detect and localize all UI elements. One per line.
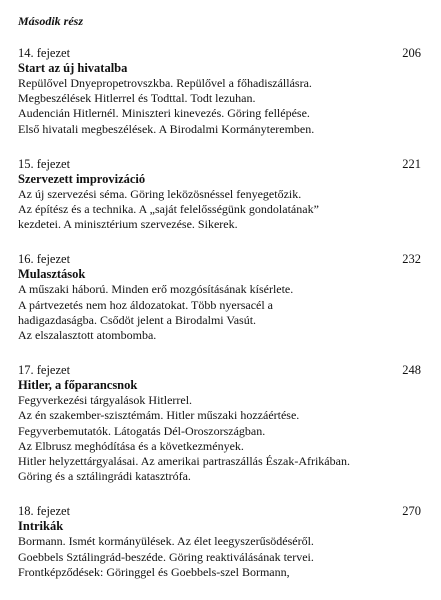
chapter-number: 15. fejezet: [18, 156, 71, 171]
chapter-header: [18, 252, 423, 267]
summary-line: Fegyverbemutatók. Látogatás Dél-Oroszországban.: [18, 423, 266, 438]
summary-line: Repülővel Dnyepropetrovszkba. Repülővel a főhadiszállásra.: [18, 76, 312, 90]
table-of-contents: [18, 14, 423, 600]
summary-line: Az elszalasztott atombomba.: [18, 328, 157, 343]
summary-line: Goebbels Sztálingrád-beszéde. Göring reaktiválásának tervei.: [18, 549, 314, 564]
summary-line: Göring és a sztálingrádi katasztrófa.: [18, 469, 191, 484]
chapter-title: Hitler, a főparancsnok: [18, 378, 138, 393]
summary-line: Megbeszélések Hitlerrel és Todttal. Todt lezuhan.: [18, 91, 256, 106]
chapter-header: [18, 46, 423, 61]
summary-line: hadigazdaságba. Csődöt jelent a Birodalmi Vasút.: [18, 312, 257, 327]
summary-line: Az új szervezési séma. Göring leközösnéssel fenyegetőzik.: [18, 186, 302, 201]
chapter-14: [18, 46, 423, 137]
chapter-number: 17. fejezet: [18, 363, 71, 378]
chapter-page-number: 270: [402, 504, 421, 519]
summary-line: Bormann. Ismét kormányülések. Az élet leegyszerűsödéséről.: [18, 534, 314, 549]
summary-line: Hitler helyzettárgyalásai. Az amerikai partraszállás Észak-Afrikában.: [18, 454, 350, 469]
chapter-header: [18, 157, 423, 172]
chapter-page-number: 221: [402, 156, 421, 171]
part-title: Második rész: [18, 14, 84, 28]
summary-line: Az építész és a technika. A „saját felelősségünk gondolatának”: [18, 202, 319, 217]
summary-line: A pártvezetés nem hoz áldozatokat. Több nyersacél a: [18, 297, 274, 312]
chapter-title: Szervezett improvizáció: [18, 171, 146, 186]
summary-line: Az Elbrusz meghódítása és a következmények.: [18, 438, 244, 453]
chapter-number: 18. fejezet: [18, 504, 71, 519]
chapter-page-number: 206: [402, 46, 421, 60]
chapter-15: [18, 157, 423, 233]
chapter-title: Mulasztások: [18, 267, 86, 282]
summary-line: Audencián Hitlernél. Miniszteri kinevezés. Göring fellépése.: [18, 106, 310, 121]
summary-line: Első hivatali megbeszélések. A Birodalmi Kormányteremben.: [18, 121, 315, 136]
chapter-header: [18, 363, 423, 378]
summary-line: kezdetei. A minisztérium szervezése. Sikerek.: [18, 217, 238, 232]
chapter-header: [18, 504, 423, 519]
chapter-17: [18, 363, 423, 484]
chapter-title: Start az új hivatalba: [18, 61, 128, 75]
chapter-number: 14. fejezet: [18, 46, 71, 60]
summary-line: Frontképződések: Göringgel és Goebbels-szel Bormann,: [18, 564, 290, 579]
chapter-page-number: 248: [402, 363, 421, 378]
chapter-16: [18, 252, 423, 343]
summary-line: A műszaki háború. Minden erő mozgósításának kísérlete.: [18, 282, 294, 297]
summary-line: Az én szakember-szisztémám. Hitler műszaki hozzáértése.: [18, 408, 300, 423]
chapter-page-number: 232: [402, 252, 421, 267]
chapter-number: 16. fejezet: [18, 252, 71, 267]
chapter-18: [18, 504, 423, 580]
chapter-title: Intrikák: [18, 519, 64, 534]
summary-line: Fegyverkezési tárgyalások Hitlerrel.: [18, 393, 193, 408]
